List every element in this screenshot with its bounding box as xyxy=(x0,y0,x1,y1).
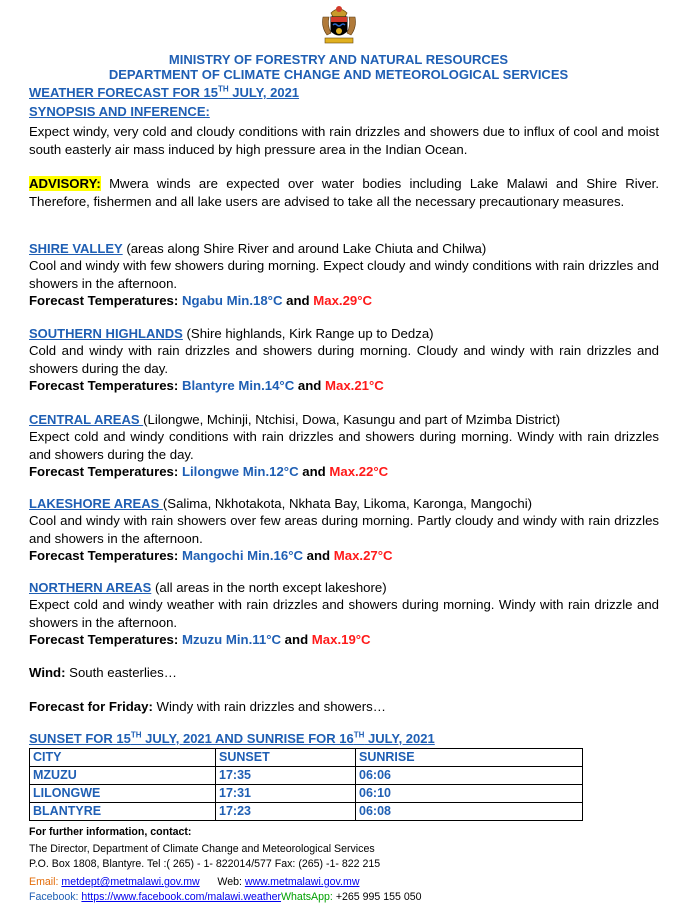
malawi-coat-of-arms-logo xyxy=(319,3,359,47)
region-areas: (Lilongwe, Mchinji, Ntchisi, Dowa, Kasungu and part of Mzimba District) xyxy=(143,412,561,427)
table-row xyxy=(30,767,583,785)
region-areas: (Salima, Nkhotakota, Nkhata Bay, Likoma, Karonga, Mangochi) xyxy=(162,496,533,511)
column-header: CITY xyxy=(30,749,216,767)
friday-forecast-line: Forecast for Friday: Windy with rain drizzles and showers… xyxy=(29,699,386,714)
table-cell: 06:10 xyxy=(356,785,583,803)
region-name: CENTRAL AREAS xyxy=(29,412,144,427)
wind-line: Wind: South easterlies… xyxy=(29,665,177,680)
region-central-areas xyxy=(29,411,659,480)
region-text: Cool and windy with rain showers over few areas during morning. Partly cloudy and windy with rain drizzles and showers in the afternoon. xyxy=(29,513,659,546)
contact-email-web: Email: metdept@metmalawi.gov.mw Web: www.metmalawi.gov.mw xyxy=(29,876,360,888)
table-row xyxy=(30,803,583,821)
region-northern-areas xyxy=(29,579,659,648)
contact-address: The Director, Department of Climate Change and Meteorological Services xyxy=(29,843,375,855)
synopsis-heading: SYNOPSIS AND INFERENCE: xyxy=(29,104,210,119)
region-text: Expect cold and windy conditions with rain drizzles and showers during morning. Windy with rain drizzles and showers during the day. xyxy=(29,429,659,462)
email-link[interactable]: metdept@metmalawi.gov.mw xyxy=(61,876,200,888)
forecast-title: WEATHER FORECAST FOR 15TH JULY, 2021 xyxy=(29,84,300,100)
region-temps: Forecast Temperatures: Mangochi Min.16°C and Max.27°C xyxy=(29,548,393,563)
region-name: SHIRE VALLEY xyxy=(29,241,123,256)
region-areas: (areas along Shire River and around Lake Chiuta and Chilwa) xyxy=(122,241,487,256)
table-cell: 17:23 xyxy=(216,803,356,821)
table-cell: MZUZU xyxy=(30,767,216,785)
advisory-label: ADVISORY: xyxy=(29,176,101,191)
table-cell: 17:31 xyxy=(216,785,356,803)
table-cell: BLANTYRE xyxy=(30,803,216,821)
region-name: SOUTHERN HIGHLANDS xyxy=(29,326,183,341)
ministry-heading: MINISTRY OF FORESTRY AND NATURAL RESOURCES xyxy=(168,52,509,67)
region-text: Expect cold and windy weather with rain drizzles and showers during morning. Windy with rain drizzle and showers in the afternoon. xyxy=(29,597,659,630)
table-cell: 06:08 xyxy=(356,803,583,821)
website-link[interactable]: www.metmalawi.gov.mw xyxy=(244,876,360,888)
advisory-text: Mwera winds are expected over water bodies including Lake Malawi and Shire River. Therefore, fishermen and all lake users are advised to take all the necessary precautionary measures. xyxy=(29,176,659,209)
table-row xyxy=(30,785,583,803)
table-cell: LILONGWE xyxy=(30,785,216,803)
advisory-block xyxy=(29,175,659,210)
column-header: SUNRISE xyxy=(356,749,583,767)
table-header-row xyxy=(30,749,583,767)
synopsis-text: Expect windy, very cold and cloudy conditions with rain drizzles and showers due to influx of cool and moist south easterly air mass induced by high pressure area in the Indian Ocean. xyxy=(29,124,659,157)
region-text: Cool and windy with few showers during morning. Expect cloudy and windy conditions with rain drizzles and showers in the afternoon. xyxy=(29,258,659,291)
region-temps: Forecast Temperatures: Blantyre Min.14°C and Max.21°C xyxy=(29,378,384,393)
region-text: Cold and windy with rain drizzles and showers during morning. Cloudy and windy with rain drizzles and showers during the day. xyxy=(29,343,659,376)
region-lakeshore-areas xyxy=(29,495,659,564)
region-temps: Forecast Temperatures: Lilongwe Min.12°C and Max.22°C xyxy=(29,464,389,479)
region-name: LAKESHORE AREAS xyxy=(29,496,163,511)
contact-heading: For further information, contact: xyxy=(29,826,192,838)
region-areas: (all areas in the north except lakeshore) xyxy=(151,580,387,595)
table-cell: 06:06 xyxy=(356,767,583,785)
region-southern-highlands xyxy=(29,325,659,394)
region-areas: (Shire highlands, Kirk Range up to Dedza) xyxy=(182,326,434,341)
facebook-link[interactable]: https://www.facebook.com/malawi.weather xyxy=(81,891,282,903)
region-temps: Forecast Temperatures: Mzuzu Min.11°C and Max.19°C xyxy=(29,632,371,647)
region-temps: Forecast Temperatures: Ngabu Min.18°C and Max.29°C xyxy=(29,293,373,308)
column-header: SUNSET xyxy=(216,749,356,767)
table-cell: 17:35 xyxy=(216,767,356,785)
region-name: NORTHERN AREAS xyxy=(29,580,152,595)
sun-times-title: SUNSET FOR 15TH JULY, 2021 AND SUNRISE FOR 16TH JULY, 2021 xyxy=(29,730,435,746)
contact-phone-fax: P.O. Box 1808, Blantyre. Tel :( 265) - 1- 822014/577 Fax: (265) -1- 822 215 xyxy=(29,858,381,870)
region-shire-valley xyxy=(29,240,659,309)
department-heading: DEPARTMENT OF CLIMATE CHANGE AND METEOROLOGICAL SERVICES xyxy=(108,67,569,82)
contact-social: Facebook: https://www.facebook.com/malawi.weatherWhatsApp: +265 995 155 050 xyxy=(29,891,422,903)
whatsapp-number: +265 995 155 050 xyxy=(335,891,422,903)
sun-times-table xyxy=(29,748,583,821)
